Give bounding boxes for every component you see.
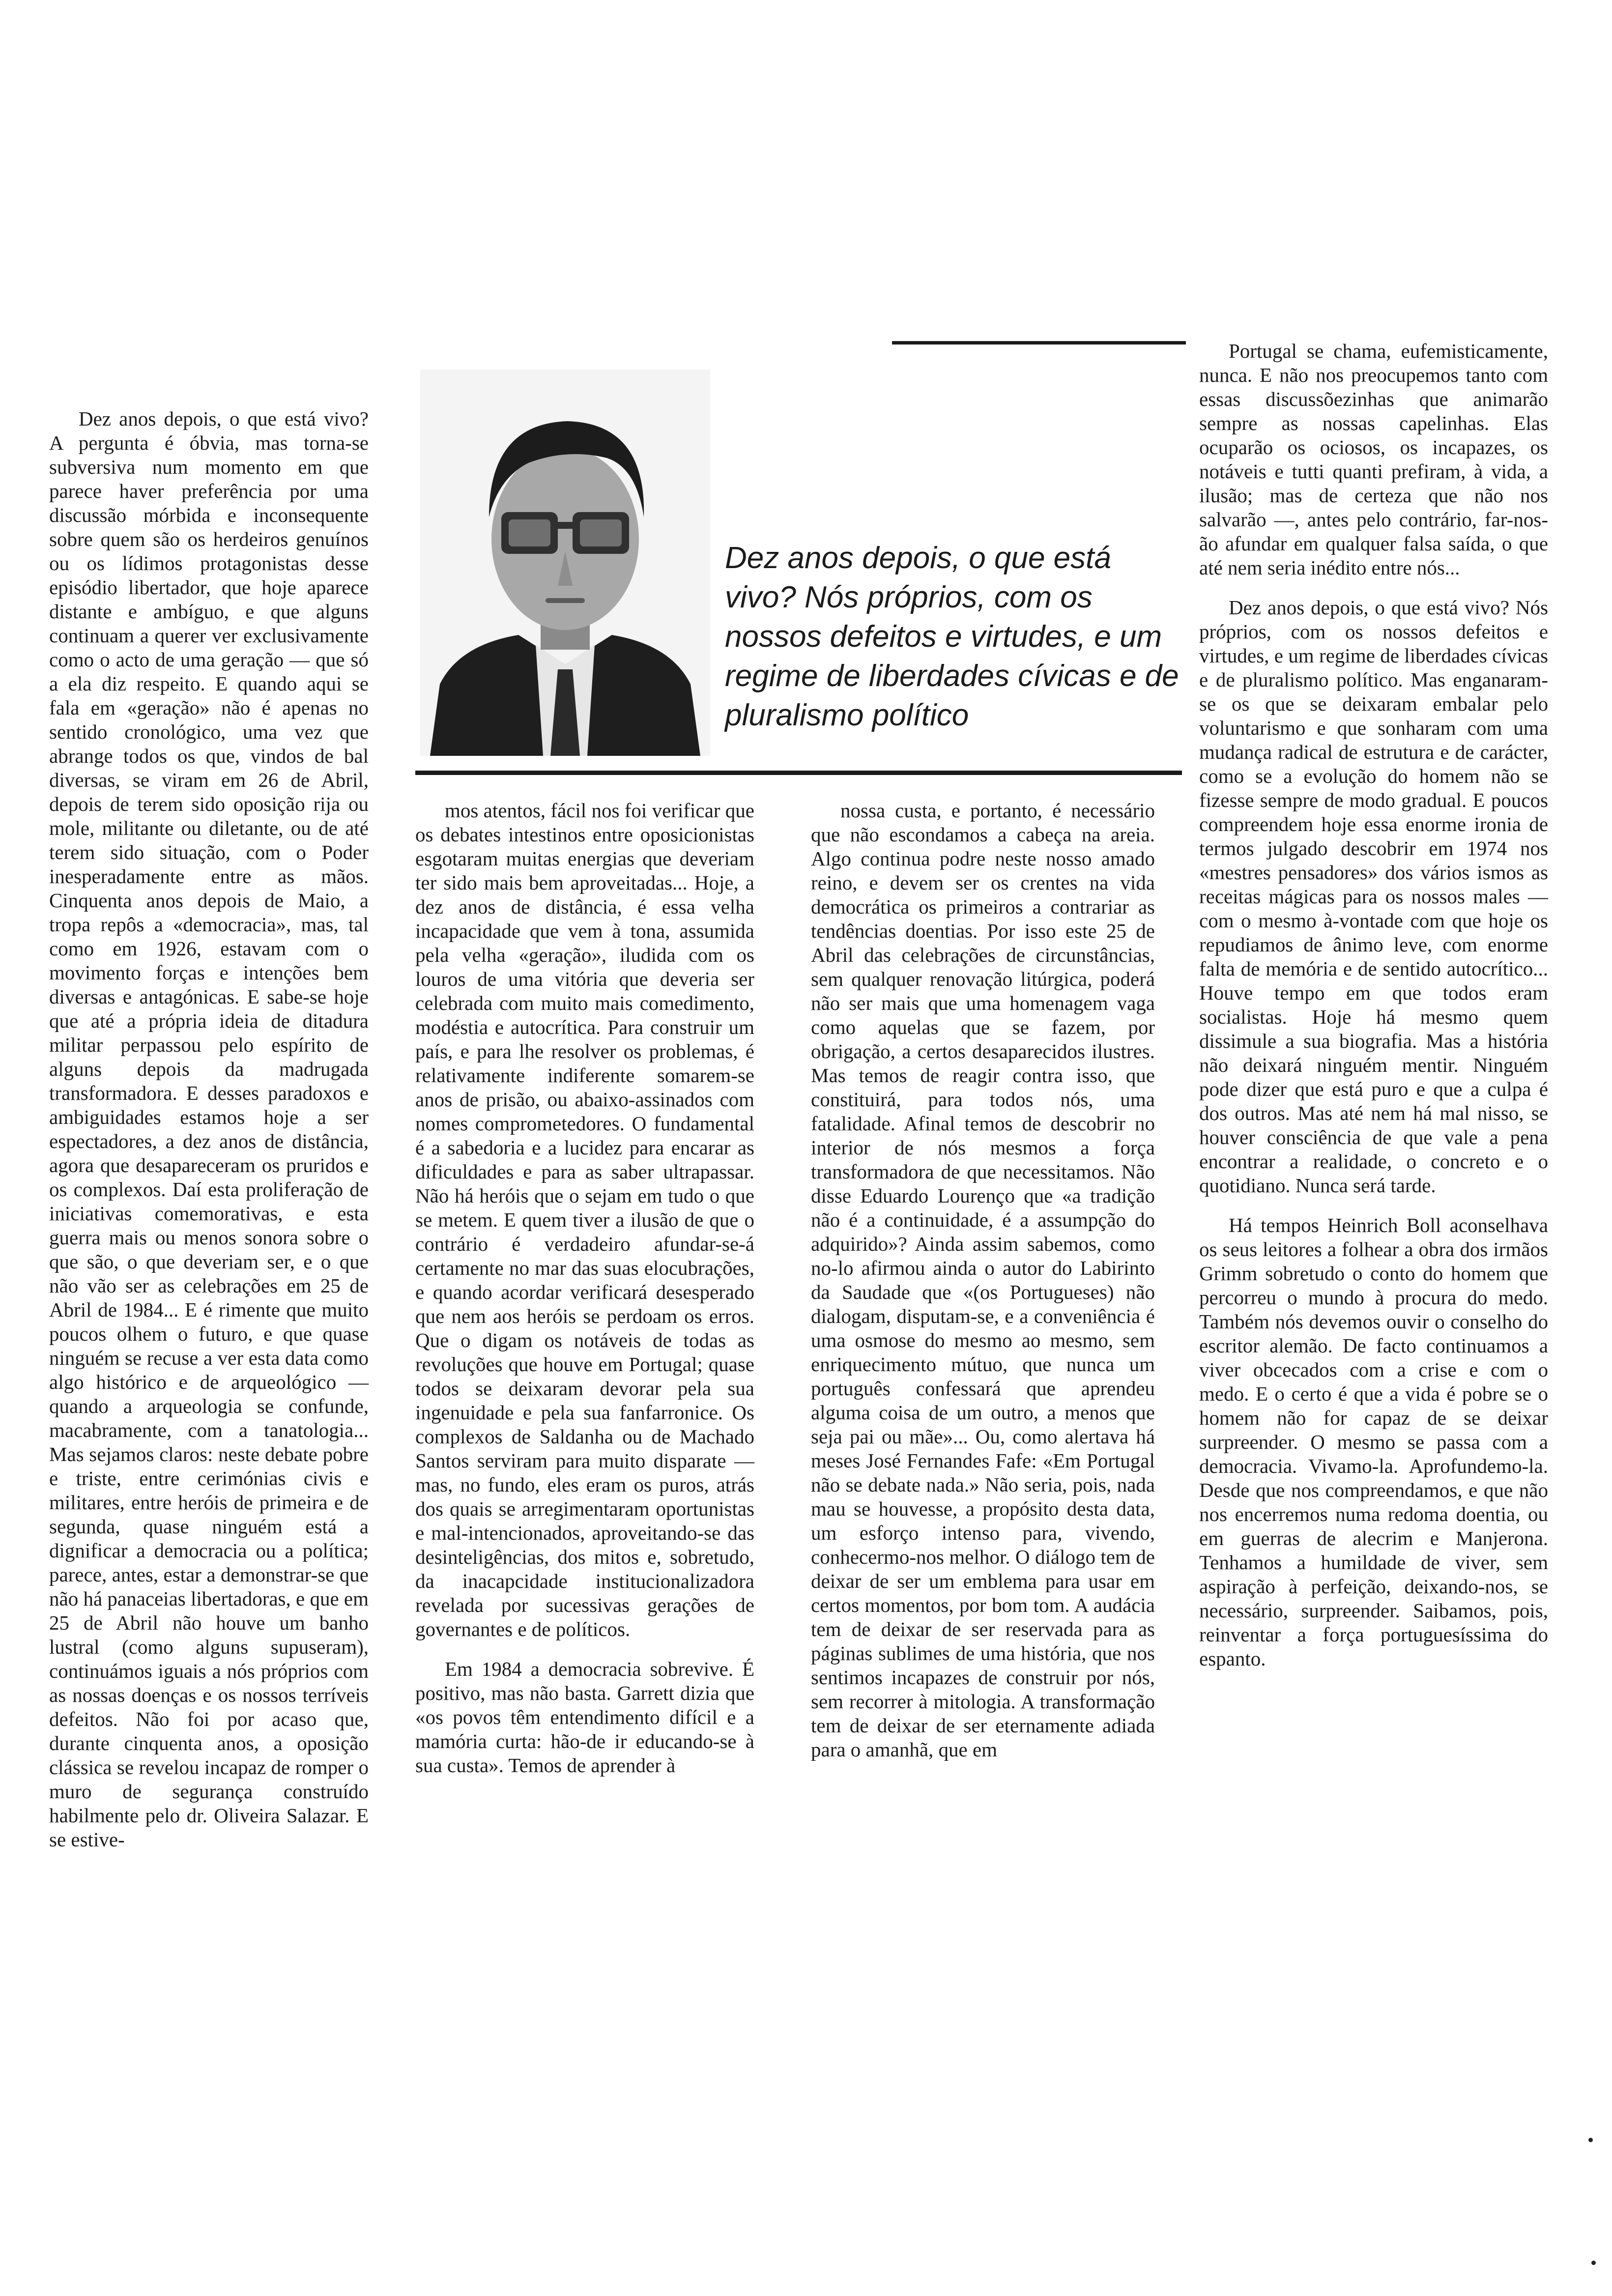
paragraph: mos atentos, fácil nos foi verificar que os debates intestinos entre oposicionistas esgotaram muitas energias que deveriam ter sido mais bem aproveitadas... Hoje, a dez anos de distância, é essa velha incapacidade que vem à tona, assumida pela velha «geração», iludida com os louros de uma vitória que deveria ser celebrada com muito mais comedimento, modéstia e autocrítica. Para construir um país, e para lhe resolver os problemas, é relativamente indiferente somarem-se anos de prisão, ou abaixo-assinados com nomes comprometedores. O fundamental é a sabedoria e a lucidez para encarar as dificuldades e para as saber ultrapassar. Não há heróis que o sejam em tudo o que se metem. E quem tiver a ilusão de que o contrário é verdadeiro afundar-se-á certamente no mar das suas elocubrações, e quando acordar verificará desesperado que nem aos heróis se perdoam os erros. Que o digam os notáveis de todas as revoluções que houve em Portugal; quase todos se deixaram devorar pela sua ingenuidade e pela sua fanfarronice. Os complexos de Saldanha ou de Machado Santos serviram para muito disparate — mas, no fundo, eles eram os puros, atrás dos quais se arregimentaram oportunistas e mal-intencionados, aproveitando-se das desinteligências, dos mitos e, sobretudo, da inacapcidade institucionalizadora revelada por sucessivas gerações de governantes e de políticos.	[415, 799, 754, 1640]
scan-speck	[1591, 2261, 1596, 2265]
article-column-1	[49, 407, 369, 1852]
photo-section-rule	[415, 771, 1182, 775]
paragraph: Dez anos depois, o que está vivo? A pergunta é óbvia, mas torna-se subversiva num momento em que parece haver preferência por uma discussão mórbida e inconsequente sobre quem são os herdeiros genuínos ou os lídimos protagonistas desse episódio libertador, que hoje aparece distante e ambíguo, e que alguns continuam a querer ver exclusivamente como o acto de uma geração — que só a ela diz respeito. E quando aqui se fala em «geração» não é apenas no sentido cronológico, uma vez que abrange todos os que, vindos de bal diversas, se viram em 26 de Abril, depois de terem sido oposição rija ou mole, militante ou diletante, ou de até terem sido situação, com o Poder inesperadamente entre as mãos. Cinquenta anos depois de Maio, a tropa repôs a «democracia», mas, tal como em 1926, estavam com o movimento forças e intenções bem diversas e antagónicas. E sabe-se hoje que até a própria ideia de ditadura militar perpassou pelo espírito de alguns depois da madrugada transformadora. E desses paradoxos e ambiguidades estamos hoje a ser espectadores, a dez anos de distância, agora que desapareceram os pruridos e os complexos. Daí esta proliferação de iniciativas comemorativas, e esta guerra mais ou menos sonora sobre o que são, o que deveriam ser, e o que não vão ser as celebrações em 25 de Abril de 1984... E é rimente que muito poucos olhem o futuro, e que quase ninguém se recuse a ver esta data como algo histórico e de arqueológico — quando a arqueologia se confunde, macabramente, com a tanatologia... Mas sejamos claros: neste debate pobre e triste, entre cerimónias civis e militares, entre heróis de primeira e de segunda, quase ninguém está a dignificar a democracia ou a política; parece, antes, estar a demonstrar-se que não há panaceias libertadoras, e que em 25 de Abril não houve um banho lustral (como alguns supuseram), continuámos iguais a nós próprios com as nossas doenças e os nossos terríveis defeitos. Não foi por acaso que, durante cinquenta anos, a oposição clássica se revelou incapaz de romper o muro de segurança construído habilmente pelo dr. Oliveira Salazar. E se estive-	[49, 407, 369, 1851]
article-column-3	[811, 799, 1155, 1762]
article-column-2	[415, 799, 754, 1778]
top-rule	[892, 341, 1186, 344]
paragraph: Em 1984 a democracia sobrevive. É positivo, mas não basta. Garrett dizia que «os povos têm entendimento difícil e a mamória curta: hão-de ir educando-se à sua custa». Temos de aprender à	[415, 1658, 754, 1777]
paragraph: Portugal se chama, eufemisticamente, nunca. E não nos preocupemos tanto com essas discussõezinhas que animarão sempre as nossas capelinhas. Elas ocuparão os ociosos, os incapazes, os notáveis e tutti quanti prefiram, à vida, a ilusão; mas de certeza que não nos salvarão —, antes pelo contrário, far-nos-ão afundar em qualquer falsa saída, o que até nem seria inédito entre nós...	[1199, 340, 1548, 579]
scan-speck	[1588, 2138, 1593, 2142]
paragraph: Dez anos depois, o que está vivo? Nós próprios, com os nossos defeitos e virtudes, e um regime de liberdades cívicas e de pluralismo político. Mas enganaram-se os que se deixaram embalar pelo voluntarismo e que sonharam com uma mudança radical de estrutura e de carácter, como se a evolução do homem não se fizesse sempre de modo gradual. E poucos compreendem hoje essa enorme ironia de termos julgado descobrir em 1974 nos «mestres pensadores» dos vários ismos as receitas mágicas para os nossos males — com o mesmo à-vontade com que hoje os repudiamos de ânimo leve, com enorme falta de memória e de sentido autocrítico... Houve tempo em que todos eram socialistas. Hoje há mesmo quem dissimule a sua biografia. Mas a história não deixará ninguém mentir. Ninguém pode dizer que está puro e que a culpa é dos outros. Mas até nem há mal nisso, se houver consciência de que vale a pena encontrar a realidade, o concreto e o quotidiano. Nunca será tarde.	[1199, 596, 1548, 1197]
pull-quote: Dez anos depois, o que está vivo? Nós próprios, com os nossos defeitos e virtudes, e um regime de liberdades cívicas e de pluralismo político	[725, 541, 1179, 732]
paragraph: Há tempos Heinrich Boll aconselhava os seus leitores a folhear a obra dos irmãos Grimm sobretudo o conto do homem que percorreu o mundo à procura do medo. Também nós devemos ouvir o conselho do escritor alemão. De facto continuamos a viver obcecados com a crise e com o medo. E o certo é que a vida é pobre se o homem não for capaz de se deixar surpreender. O mesmo se passa com a democracia. Vivamo-la. Aprofundemo-la. Desde que nos compreendamos, e que não nos encerremos numa redoma doentia, ou em guerras de alecrim e Manjerona. Tenhamos a humildade de viver, sem aspiração à perfeição, deixando-nos, se necessário, surpreender. Saibamos, pois, reinventar a força portuguesíssima do espanto.	[1199, 1214, 1548, 1670]
author-portrait-photo	[420, 370, 710, 756]
article-column-4	[1199, 339, 1548, 1671]
paragraph: nossa custa, e portanto, é necessário que não escondamos a cabeça na areia. Algo continua podre neste nosso amado reino, e devem ser os crentes na vida democrática os primeiros a contrariar as tendências doentias. Por isso este 25 de Abril das celebrações de circunstâncias, sem qualquer renovação litúrgica, poderá não ser mais que uma homenagem vaga como aquelas que se fazem, por obrigação, a certos desaparecidos ilustres. Mas temos de reagir contra isso, que constituirá, para todos nós, uma fatalidade. Afinal temos de descobrir no interior de nós mesmos a força transformadora de que necessitamos. Não disse Eduardo Lourenço que «a tradição não é a continuidade, é a assumpção do adquirido»? Ainda assim sabemos, como no-lo afirmou ainda o autor do Labirinto da Saudade que «(os Portugueses) não dialogam, disputam-se, e a conveniência é uma osmose do mesmo ao mesmo, sem enriquecimento mútuo, que nunca um português confessará que aprendeu alguma coisa de um outro, a menos que seja pai ou mãe»... Ou, como alertava há meses José Fernandes Fafe: «Em Portugal não se debate nada.» Não seria, pois, nada mau se houvesse, a propósito desta data, um esforço intenso para, vivendo, conhecermo-nos melhor. O diálogo tem de deixar de ser um emblema para usar em certos momentos, por bom tom. A audácia tem de deixar de ser reservada para as páginas sublimes de uma história, que nos sentimos incapazes de construir por nós, sem recorrer à mitologia. A transformação tem de deixar de ser eternamente adiada para o amanhã, que em	[811, 799, 1155, 1761]
